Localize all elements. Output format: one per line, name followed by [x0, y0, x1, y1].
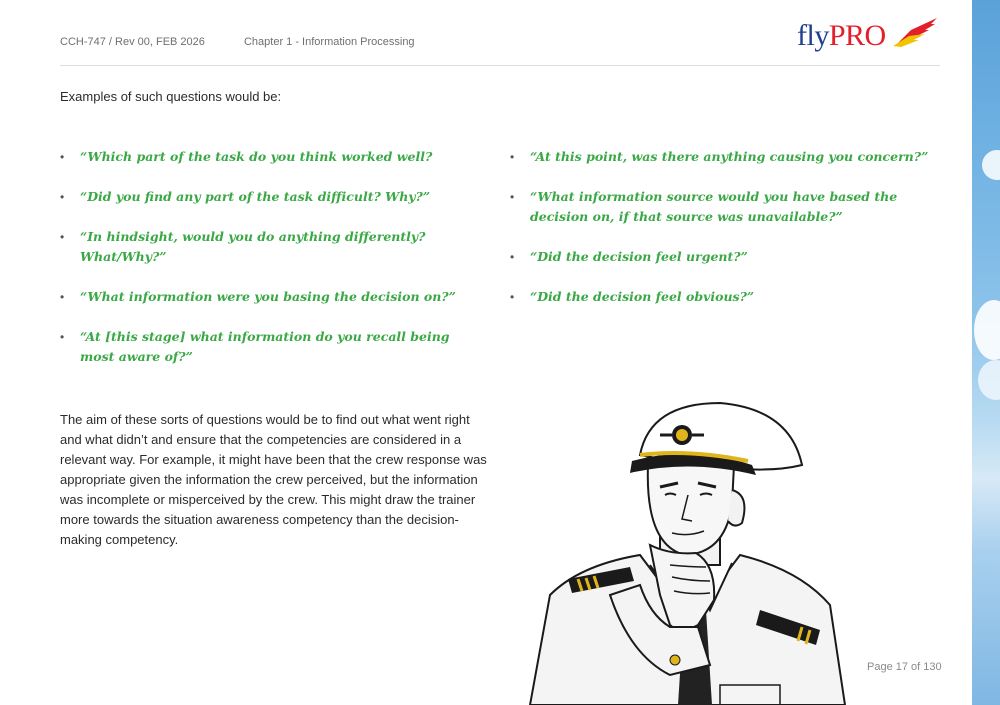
flypro-logo [797, 14, 942, 56]
logo-pro: PRO [828, 19, 886, 52]
list-item: • “In hindsight, would you do anything differently? What/Why?” [60, 229, 426, 264]
intro-text: Examples of such questions would be: [60, 89, 282, 104]
list-item: • “Did you find any part of the task difficult? Why?” [60, 189, 431, 204]
pilot-thinking-illustration [520, 395, 860, 705]
questions-right-list [510, 147, 940, 327]
questions-left-list [60, 147, 480, 387]
body-paragraph: The aim of these sorts of questions would be to find out what went right and what didn’t and ensure that the competencies are considered in a relevant way. For example, it might have been that the crew response was appropriate given the information the crew perceived, but the information was incomplete or misperceived by the crew. This might draw the trainer more towards the situation awareness competency than the decision-making competency. [60, 412, 487, 547]
list-item: • “Did the decision feel urgent?” [510, 249, 748, 264]
list-item: • “At [this stage] what information do you recall being most aware of?” [60, 329, 450, 364]
sky-decoration [972, 0, 1000, 705]
list-item: • “What information were you basing the decision on?” [60, 289, 456, 304]
page-header [60, 36, 451, 48]
list-item: • “At this point, was there anything causing you concern?” [510, 149, 929, 164]
chapter-title: Chapter 1 - Information Processing [243, 36, 415, 48]
list-item: • “Which part of the task do you think worked well? [60, 149, 433, 164]
list-item: • “What information source would you have based the decision on, if that source was unavailable?” [510, 189, 898, 224]
logo-fly: fly [797, 19, 829, 52]
page-number: Page 17 of 130 [867, 661, 942, 673]
doc-reference: CCH-747 / Rev 00, FEB 2026 [60, 36, 205, 48]
list-item: • “Did the decision feel obvious?” [510, 289, 755, 304]
header-divider [60, 65, 940, 66]
wing-icon [891, 16, 939, 48]
